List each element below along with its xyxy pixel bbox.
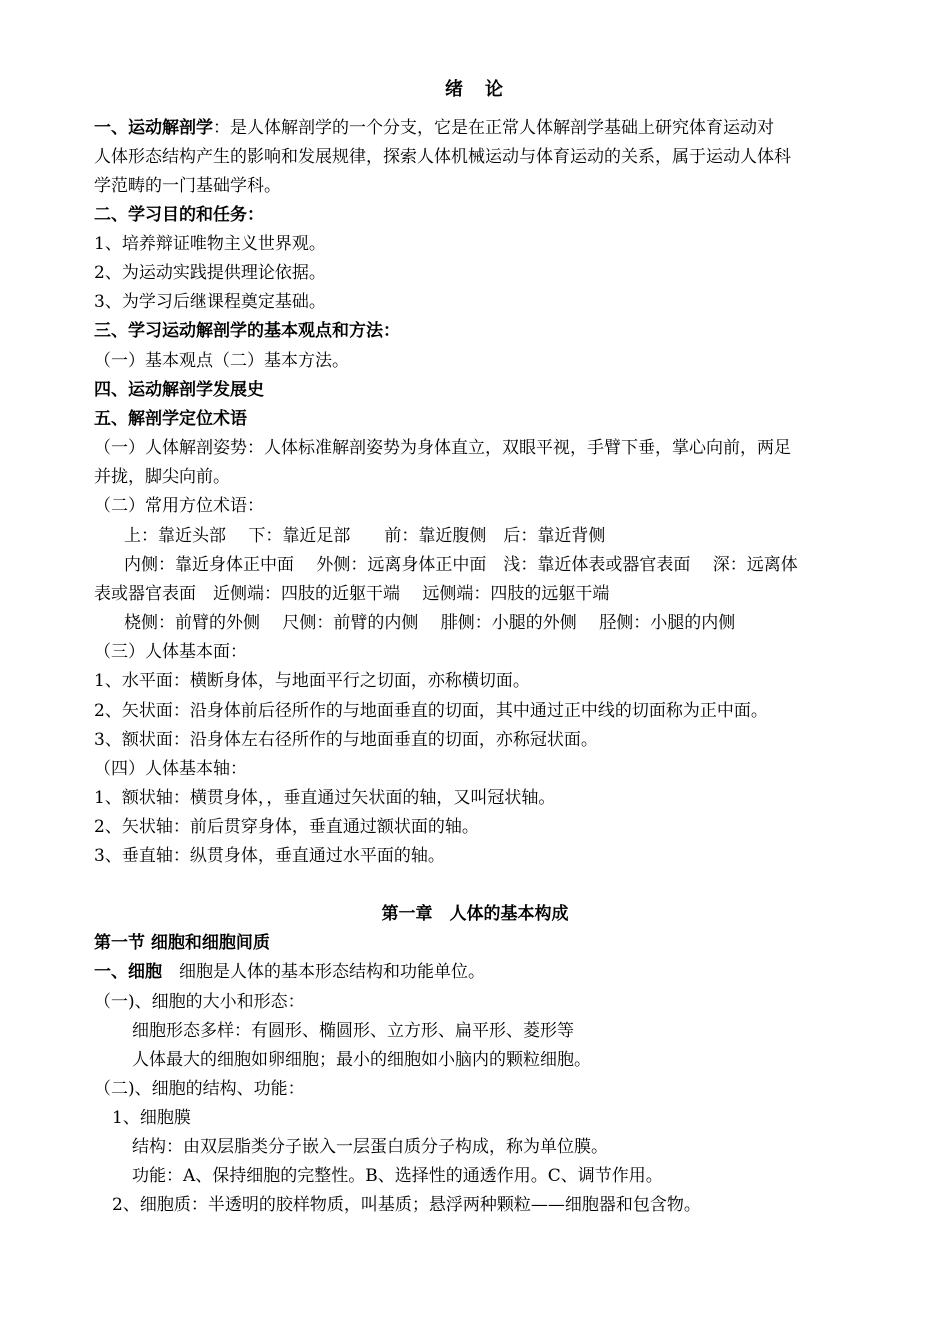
s1-heading: 一、运动解剖学 (94, 118, 213, 138)
struct-heading: （二)、细胞的结构、功能： (94, 1079, 305, 1099)
s3-line: （一）基本观点（二）基本方法。 (94, 351, 349, 371)
s5-axis-1: 1、额状轴：横贯身体，，垂直通过矢状面的轴，又叫冠状轴。 (94, 788, 556, 808)
s2-item-3: 3、为学习后继课程奠定基础。 (94, 292, 326, 312)
s5-terms-line2: 内侧：靠近身体正中面 外侧：远离身体正中面 浅：靠近体表或器官表面 深：远离体 (124, 555, 798, 575)
s5-planes-heading: （三）人体基本面： (94, 642, 247, 662)
membrane-line-1: 结构：由双层脂类分子嵌入一层蛋白质分子构成，称为单位膜。 (132, 1137, 608, 1157)
chapter1-title: 第一章 人体的基本构成 (381, 904, 569, 924)
size-heading: （一)、细胞的大小和形态： (94, 992, 305, 1012)
membrane-heading: 1、细胞膜 (112, 1108, 191, 1128)
s5-pose-line2: 并拢，脚尖向前。 (94, 467, 230, 487)
s4-heading: 四、运动解剖学发展史 (94, 380, 264, 400)
cell-heading: 一、细胞 (94, 962, 162, 982)
s5-plane-1: 1、水平面：横断身体，与地面平行之切面，亦称横切面。 (94, 671, 530, 691)
s5-terms-line1: 上：靠近头部 下：靠近足部 前：靠近腹侧 后：靠近背侧 (124, 526, 606, 546)
section1-heading: 第一节 细胞和细胞间质 (94, 933, 270, 953)
s5-axis-2: 2、矢状轴：前后贯穿身体，垂直通过额状面的轴。 (94, 817, 479, 837)
s1-line2: 人体形态结构产生的影响和发展规律，探索人体机械运动与体育运动的关系，属于运动人体科 (94, 147, 791, 167)
s1-text: ：是人体解剖学的一个分支，它是在正常人体解剖学基础上研究体育运动对 (213, 118, 774, 138)
s5-terms-line4: 桡侧：前臂的外侧 尺侧：前臂的内侧 腓侧：小腿的外侧 胫侧：小腿的内侧 (124, 613, 736, 633)
s5-pose-line1: （一）人体解剖姿势：人体标准解剖姿势为身体直立，双眼平视，手臂下垂，掌心向前，两足 (94, 438, 791, 458)
s5-heading: 五、解剖学定位术语 (94, 409, 247, 429)
cell-line (94, 962, 485, 982)
s5-axes-heading: （四）人体基本轴： (94, 759, 247, 779)
cytoplasm-line: 2、细胞质：半透明的胶样物质，叫基质；悬浮两种颗粒——细胞器和包含物。 (112, 1195, 701, 1215)
s5-plane-2: 2、矢状面：沿身体前后径所作的与地面垂直的切面，其中通过正中线的切面称为正中面。 (94, 701, 768, 721)
s1-line3: 学范畴的一门基础学科。 (94, 176, 281, 196)
cell-text: 细胞是人体的基本形态结构和功能单位。 (162, 962, 485, 982)
s1-line1 (94, 118, 774, 138)
intro-title: 绪 论 (445, 79, 505, 100)
s5-terms-heading: （二）常用方位术语： (94, 496, 264, 516)
s2-item-2: 2、为运动实践提供理论依据。 (94, 263, 326, 283)
s2-item-1: 1、培养辩证唯物主义世界观。 (94, 234, 326, 254)
s5-axis-3: 3、垂直轴：纵贯身体，垂直通过水平面的轴。 (94, 846, 445, 866)
size-line-1: 细胞形态多样：有圆形、椭圆形、立方形、扁平形、菱形等 (132, 1021, 574, 1041)
s5-terms-line3: 表或器官表面 近侧端：四肢的近躯干端 远侧端：四肢的远躯干端 (94, 584, 610, 604)
s5-plane-3: 3、额状面：沿身体左右径所作的与地面垂直的切面，亦称冠状面。 (94, 730, 598, 750)
s2-heading: 二、学习目的和任务： (94, 205, 264, 225)
membrane-line-2: 功能：A、保持细胞的完整性。B、选择性的通透作用。C、调节作用。 (132, 1166, 663, 1186)
size-line-2: 人体最大的细胞如卵细胞；最小的细胞如小脑内的颗粒细胞。 (132, 1050, 591, 1070)
s3-heading: 三、学习运动解剖学的基本观点和方法： (94, 321, 400, 341)
